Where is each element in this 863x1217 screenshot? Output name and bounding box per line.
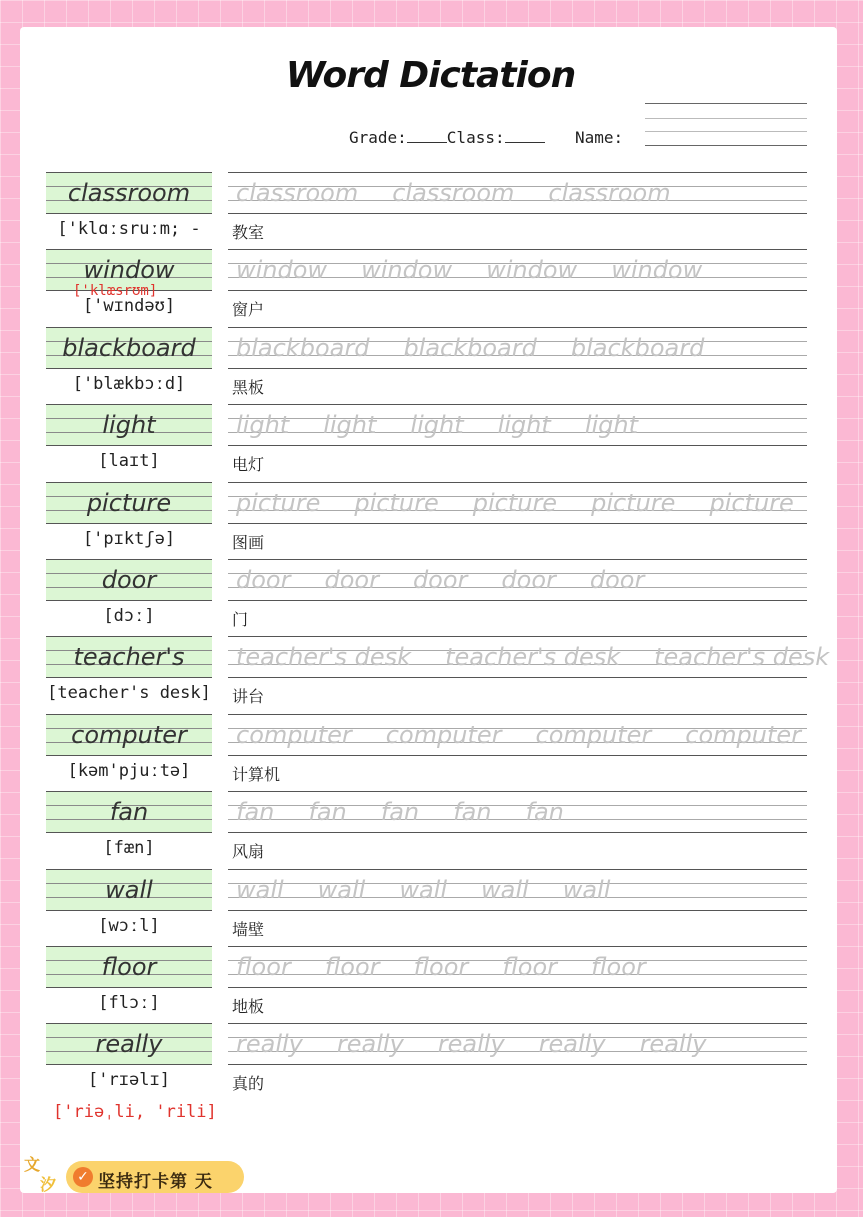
writing-line bbox=[228, 677, 807, 678]
word-box bbox=[46, 404, 212, 446]
trace-box[interactable] bbox=[228, 714, 807, 756]
trace-words bbox=[236, 1029, 740, 1059]
header-rule bbox=[645, 131, 807, 132]
writing-line bbox=[46, 946, 212, 947]
trace-word: picture bbox=[709, 489, 794, 517]
phonetic-text: [teacher's desk] bbox=[47, 683, 211, 703]
trace-word: light bbox=[497, 411, 551, 439]
phonetic-text: ['wɪndəʊ] bbox=[82, 296, 176, 316]
writing-line bbox=[46, 677, 212, 678]
checkin-text: 坚持打卡第 天 bbox=[98, 1172, 213, 1192]
trace-words bbox=[236, 488, 828, 518]
trace-word: teacher's desk bbox=[654, 643, 830, 671]
header-rule bbox=[645, 103, 807, 104]
trace-word: picture bbox=[236, 489, 321, 517]
writing-line bbox=[46, 559, 212, 560]
trace-box[interactable] bbox=[228, 791, 807, 833]
writing-line bbox=[46, 1064, 212, 1065]
meaning-text: 图画 bbox=[232, 533, 265, 552]
red-annotation: ['riəˌli, 'rili] bbox=[53, 1102, 217, 1122]
trace-word: really bbox=[437, 1030, 505, 1058]
header-rule bbox=[645, 118, 807, 119]
trace-word: wall bbox=[317, 876, 366, 904]
trace-words bbox=[236, 642, 863, 672]
trace-words bbox=[236, 565, 678, 595]
trace-word: fan bbox=[380, 798, 420, 826]
trace-word: door bbox=[501, 566, 556, 594]
writing-line bbox=[228, 523, 807, 524]
phonetic-text: [dɔː] bbox=[103, 606, 155, 626]
writing-line bbox=[46, 1023, 212, 1024]
writing-line bbox=[46, 987, 212, 988]
trace-box[interactable] bbox=[228, 482, 807, 524]
writing-line bbox=[228, 213, 807, 214]
header-fields bbox=[349, 128, 545, 147]
writing-line bbox=[228, 482, 807, 483]
trace-word: floor bbox=[236, 953, 291, 981]
check-icon: ✓ bbox=[73, 1167, 93, 1187]
writing-line bbox=[46, 869, 212, 870]
trace-word: window bbox=[236, 256, 328, 284]
phonetic-text: [flɔː] bbox=[98, 993, 160, 1013]
trace-box[interactable] bbox=[228, 946, 807, 988]
trace-word: light bbox=[410, 411, 464, 439]
word-box bbox=[46, 946, 212, 988]
word-box bbox=[46, 482, 212, 524]
writing-line bbox=[228, 832, 807, 833]
word-box bbox=[46, 172, 212, 214]
writing-line bbox=[228, 910, 807, 911]
trace-word: teacher's desk bbox=[236, 643, 412, 671]
trace-words bbox=[236, 875, 644, 905]
trace-word: wall bbox=[481, 876, 529, 904]
trace-word: wall bbox=[399, 876, 448, 904]
word-text: really bbox=[95, 1030, 163, 1058]
word-text: door bbox=[101, 566, 157, 594]
trace-word: picture bbox=[472, 489, 558, 517]
word-text: computer bbox=[71, 721, 187, 749]
writing-line bbox=[46, 832, 212, 833]
phonetic-text: [laɪt] bbox=[98, 451, 160, 471]
trace-word: picture bbox=[354, 489, 439, 517]
trace-word: blackboard bbox=[403, 334, 537, 362]
trace-word: light bbox=[584, 411, 639, 439]
meaning-text: 门 bbox=[232, 610, 249, 629]
trace-box[interactable] bbox=[228, 327, 807, 369]
word-box bbox=[46, 327, 212, 369]
trace-words bbox=[236, 952, 680, 982]
writing-line bbox=[46, 249, 212, 250]
word-text: fan bbox=[109, 798, 149, 826]
trace-words bbox=[236, 797, 598, 827]
trace-word: fan bbox=[525, 798, 564, 826]
writing-line bbox=[228, 636, 807, 637]
writing-line bbox=[46, 445, 212, 446]
writing-line bbox=[46, 714, 212, 715]
word-box bbox=[46, 791, 212, 833]
trace-word: door bbox=[589, 566, 645, 594]
writing-line bbox=[46, 523, 212, 524]
meaning-text: 黑板 bbox=[232, 378, 265, 397]
writing-line bbox=[228, 327, 807, 328]
trace-word: computer bbox=[236, 721, 352, 749]
writing-line bbox=[46, 213, 212, 214]
writing-line bbox=[46, 600, 212, 601]
writing-line bbox=[228, 1023, 807, 1024]
word-box bbox=[46, 869, 212, 911]
trace-box[interactable] bbox=[228, 249, 807, 291]
word-text: window bbox=[83, 256, 175, 284]
class-label: Class: bbox=[446, 128, 505, 147]
trace-words bbox=[236, 410, 672, 440]
writing-line bbox=[228, 755, 807, 756]
word-box bbox=[46, 1023, 212, 1065]
meaning-text: 墙壁 bbox=[232, 920, 265, 939]
name-blank[interactable] bbox=[645, 145, 807, 146]
word-box bbox=[46, 714, 212, 756]
writing-line bbox=[228, 714, 807, 715]
meaning-text: 电灯 bbox=[232, 455, 265, 474]
writing-line bbox=[228, 445, 807, 446]
trace-word: door bbox=[412, 566, 468, 594]
writing-line bbox=[228, 559, 807, 560]
trace-word: really bbox=[336, 1030, 404, 1058]
grade-label: Grade: bbox=[349, 128, 407, 147]
logo-glyph: 汐 bbox=[40, 1175, 57, 1194]
trace-word: computer bbox=[385, 721, 502, 749]
writing-line bbox=[228, 249, 807, 250]
trace-word: classroom bbox=[392, 179, 515, 207]
writing-line bbox=[46, 327, 212, 328]
trace-word: fan bbox=[308, 798, 347, 826]
phonetic-text: [kəm'pjuːtə] bbox=[67, 761, 191, 781]
trace-word: wall bbox=[562, 876, 611, 904]
trace-word: blackboard bbox=[570, 334, 705, 362]
writing-line bbox=[228, 869, 807, 870]
writing-line bbox=[228, 946, 807, 947]
checkin-badge bbox=[66, 1161, 244, 1193]
trace-word: fan bbox=[453, 798, 492, 826]
trace-word: computer bbox=[535, 721, 652, 749]
trace-box[interactable] bbox=[228, 636, 830, 678]
grade-blank[interactable] bbox=[407, 140, 447, 143]
word-text: picture bbox=[86, 489, 172, 517]
trace-box[interactable] bbox=[228, 559, 807, 601]
phonetic-text: ['blækbɔːd] bbox=[72, 374, 186, 394]
meaning-text: 教室 bbox=[232, 223, 265, 242]
trace-words bbox=[236, 178, 705, 208]
trace-word: wall bbox=[236, 876, 284, 904]
trace-word: teacher's desk bbox=[445, 643, 621, 671]
trace-word: door bbox=[236, 566, 291, 594]
class-blank[interactable] bbox=[505, 140, 545, 143]
trace-word: classroom bbox=[236, 179, 359, 207]
red-annotation: ['klæsrʊm] bbox=[73, 283, 158, 299]
writing-line bbox=[228, 791, 807, 792]
trace-word: light bbox=[236, 411, 290, 439]
writing-line bbox=[228, 404, 807, 405]
trace-words bbox=[236, 720, 835, 750]
writing-line bbox=[46, 910, 212, 911]
writing-line bbox=[46, 636, 212, 637]
word-text: classroom bbox=[67, 179, 191, 207]
page-title: Word Dictation bbox=[285, 55, 576, 96]
trace-word: classroom bbox=[548, 179, 671, 207]
meaning-text: 真的 bbox=[232, 1074, 265, 1093]
writing-line bbox=[46, 755, 212, 756]
trace-word: floor bbox=[413, 953, 469, 981]
word-box bbox=[46, 559, 212, 601]
trace-box[interactable] bbox=[228, 1023, 807, 1065]
trace-word: computer bbox=[685, 721, 801, 749]
phonetic-text: [fæn] bbox=[103, 838, 155, 858]
writing-line bbox=[228, 987, 807, 988]
trace-words bbox=[236, 333, 738, 363]
trace-word: fan bbox=[236, 798, 275, 826]
logo-glyph: 文 bbox=[24, 1155, 41, 1174]
trace-word: window bbox=[361, 256, 453, 284]
trace-word: window bbox=[611, 256, 703, 284]
trace-word: door bbox=[324, 566, 379, 594]
trace-word: really bbox=[639, 1030, 707, 1058]
writing-line bbox=[228, 600, 807, 601]
writing-line bbox=[228, 172, 807, 173]
trace-box[interactable] bbox=[228, 404, 807, 446]
meaning-text: 窗户 bbox=[232, 300, 265, 319]
word-text: teacher's bbox=[73, 643, 185, 671]
trace-word: picture bbox=[591, 489, 676, 517]
phonetic-text: ['klɑːsruːm; - bbox=[57, 219, 201, 239]
trace-box[interactable] bbox=[228, 172, 807, 214]
trace-word: blackboard bbox=[236, 334, 370, 362]
meaning-text: 计算机 bbox=[232, 765, 281, 784]
meaning-text: 风扇 bbox=[232, 842, 265, 861]
phonetic-text: ['pɪktʃə] bbox=[82, 529, 176, 549]
writing-line bbox=[46, 791, 212, 792]
phonetic-text: [wɔːl] bbox=[98, 916, 160, 936]
writing-line bbox=[46, 172, 212, 173]
trace-word: window bbox=[486, 256, 578, 284]
writing-line bbox=[46, 482, 212, 483]
writing-line bbox=[228, 290, 807, 291]
meaning-text: 讲台 bbox=[232, 687, 265, 706]
word-box bbox=[46, 636, 212, 678]
word-text: floor bbox=[101, 953, 157, 981]
trace-box[interactable] bbox=[228, 869, 807, 911]
word-text: wall bbox=[105, 876, 153, 904]
trace-word: really bbox=[236, 1030, 303, 1058]
trace-word: floor bbox=[502, 953, 557, 981]
word-text: light bbox=[102, 411, 156, 439]
trace-word: floor bbox=[591, 953, 646, 981]
writing-line bbox=[228, 368, 807, 369]
meaning-text: 地板 bbox=[232, 997, 265, 1016]
writing-line bbox=[228, 1064, 807, 1065]
trace-words bbox=[236, 255, 736, 285]
trace-word: really bbox=[538, 1030, 606, 1058]
name-label: Name: bbox=[575, 128, 624, 147]
trace-word: floor bbox=[324, 953, 380, 981]
brand-logo bbox=[22, 1152, 62, 1194]
word-text: blackboard bbox=[62, 334, 196, 362]
trace-word: light bbox=[323, 411, 377, 439]
writing-line bbox=[46, 404, 212, 405]
writing-line bbox=[46, 368, 212, 369]
phonetic-text: ['rɪəlɪ] bbox=[88, 1070, 170, 1090]
